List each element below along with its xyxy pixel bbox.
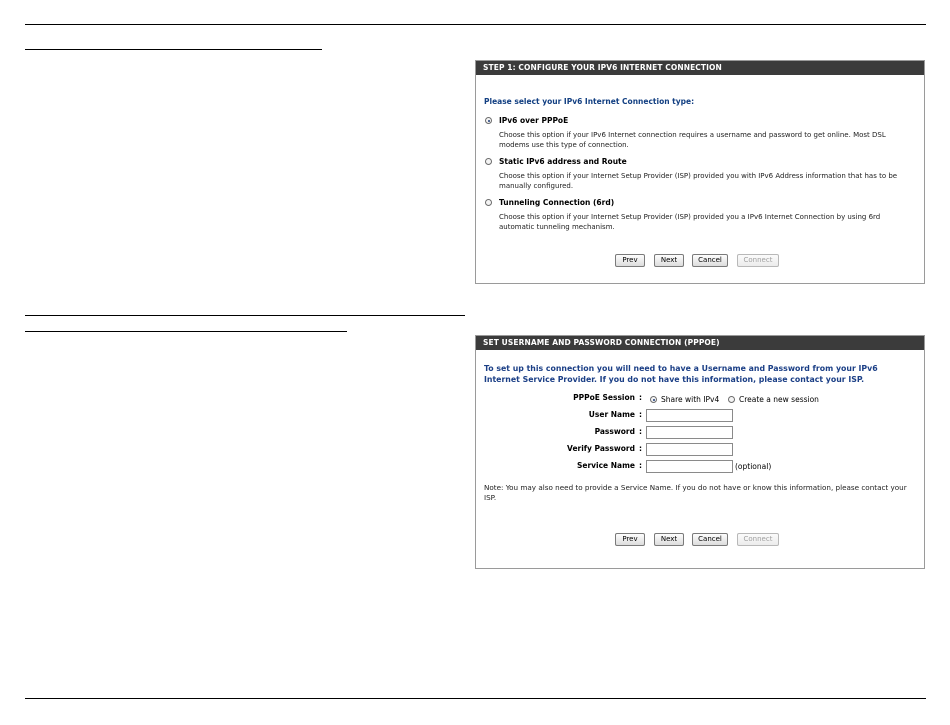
- pppoe-intro-text: To set up this connection you will need to have a Username and Password from your IPv6 Internet Service Provider. If you do not have this information, please contact your ISP.: [484, 364, 878, 384]
- option-desc-static-ipv6: Choose this option if your Internet Setup Provider (ISP) provided you with IPv6 Address information that has to be manually configured.: [499, 172, 898, 190]
- pppoe-prev-button[interactable]: Prev: [615, 533, 645, 546]
- option-label-ipv6-over-pppoe[interactable]: IPv6 over PPPoE: [499, 116, 569, 125]
- top-rule: [25, 24, 926, 25]
- service-name-optional-hint: (optional): [735, 462, 772, 471]
- password-input[interactable]: [646, 426, 733, 439]
- bottom-rule: [25, 698, 926, 699]
- username-colon: :: [639, 410, 642, 419]
- pppoe-session-colon: :: [639, 393, 642, 402]
- connect-button[interactable]: Connect: [737, 254, 779, 267]
- pppoe-next-button[interactable]: Next: [654, 533, 684, 546]
- radio-share-with-ipv4[interactable]: [650, 396, 657, 403]
- radio-tunneling-6rd[interactable]: [485, 199, 492, 206]
- prev-button[interactable]: Prev: [615, 254, 645, 267]
- verify-password-label: Verify Password: [567, 444, 635, 453]
- service-name-label: Service Name: [576, 461, 635, 470]
- pppoe-connect-button[interactable]: Connect: [737, 533, 779, 546]
- option-label-static-ipv6[interactable]: Static IPv6 address and Route: [499, 157, 627, 166]
- section1-underline: [25, 49, 322, 50]
- pppoe-session-label: PPPoE Session: [573, 393, 635, 402]
- radio-static-ipv6[interactable]: [485, 158, 492, 165]
- pppoe-cancel-button[interactable]: Cancel: [692, 533, 728, 546]
- radio-ipv6-over-pppoe[interactable]: [485, 117, 492, 124]
- service-name-colon: :: [639, 461, 642, 470]
- option-label-tunneling-6rd[interactable]: Tunneling Connection (6rd): [499, 198, 615, 207]
- share-with-ipv4-label[interactable]: Share with IPv4: [661, 395, 720, 404]
- cancel-button[interactable]: Cancel: [692, 254, 728, 267]
- password-label: Password: [594, 427, 635, 436]
- service-name-input[interactable]: [646, 460, 733, 473]
- section2-underline-2: [25, 331, 347, 332]
- password-colon: :: [639, 427, 642, 436]
- next-button[interactable]: Next: [654, 254, 684, 267]
- connection-type-prompt: Please select your IPv6 Internet Connection type:: [484, 97, 695, 106]
- step1-header: STEP 1: CONFIGURE YOUR IPV6 INTERNET CONNECTION: [476, 61, 924, 75]
- ipv6-connection-type-panel: [475, 60, 925, 284]
- username-input[interactable]: [646, 409, 733, 422]
- radio-create-new-session[interactable]: [728, 396, 735, 403]
- option-desc-tunneling-6rd: Choose this option if your Internet Setup Provider (ISP) provided you a IPv6 Internet Connection by using 6rd automatic tunneling mechanism.: [499, 213, 881, 231]
- verify-password-colon: :: [639, 444, 642, 453]
- section2-underline-1: [25, 315, 465, 316]
- service-name-note: Note: You may also need to provide a Service Name. If you do not have or know this information, please contact your ISP.: [484, 483, 907, 502]
- pppoe-header: SET USERNAME AND PASSWORD CONNECTION (PPPOE): [476, 336, 924, 350]
- username-label: User Name: [588, 410, 635, 419]
- pppoe-credentials-panel: [475, 335, 925, 569]
- verify-password-input[interactable]: [646, 443, 733, 456]
- create-new-session-label[interactable]: Create a new session: [739, 395, 819, 404]
- option-desc-ipv6-over-pppoe: Choose this option if your IPv6 Internet connection requires a username and password to get online. Most DSL modems use this type of connection.: [499, 131, 886, 149]
